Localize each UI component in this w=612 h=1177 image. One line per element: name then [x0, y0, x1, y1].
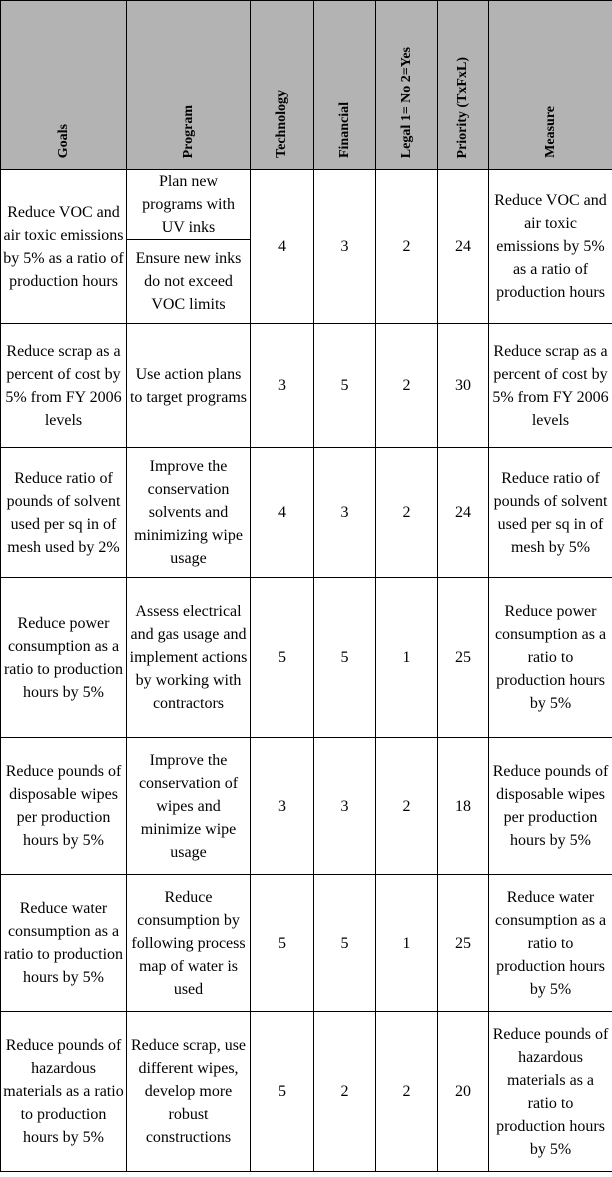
table-row — [1, 324, 612, 448]
financial-cell: 2 — [314, 1012, 376, 1172]
program-cell: Use action plans to target programs — [127, 324, 251, 448]
header-goals: Goals — [1, 1, 127, 170]
legal-cell: 2 — [376, 1012, 438, 1172]
technology-cell: 4 — [251, 170, 314, 324]
legal-cell: 2 — [376, 448, 438, 578]
measure-cell: Reduce water consumption as a ratio to production hours by 5% — [489, 875, 612, 1012]
measure-cell: Reduce pounds of hazardous materials as a ratio to production hours by 5% — [489, 1012, 612, 1172]
priority-cell: 25 — [438, 875, 489, 1012]
technology-cell: 3 — [251, 324, 314, 448]
goal-cell: Reduce ratio of pounds of solvent used per sq in of mesh used by 2% — [1, 448, 127, 578]
financial-cell: 3 — [314, 170, 376, 324]
header-financial: Financial — [314, 1, 376, 170]
priority-cell: 24 — [438, 448, 489, 578]
header-program: Program — [127, 1, 251, 170]
header-priority: Priority (TxFxL) — [438, 1, 489, 170]
goal-cell: Reduce water consumption as a ratio to production hours by 5% — [1, 875, 127, 1012]
table-row — [1, 578, 612, 738]
priority-cell: 20 — [438, 1012, 489, 1172]
table-row — [1, 170, 612, 240]
header-technology: Technology — [251, 1, 314, 170]
measure-cell: Reduce VOC and air toxic emissions by 5% as a ratio of production hours — [489, 170, 612, 324]
priority-cell: 30 — [438, 324, 489, 448]
table-row — [1, 448, 612, 578]
technology-cell: 5 — [251, 578, 314, 738]
measure-cell: Reduce power consumption as a ratio to production hours by 5% — [489, 578, 612, 738]
technology-cell: 5 — [251, 875, 314, 1012]
financial-cell: 5 — [314, 324, 376, 448]
legal-cell: 2 — [376, 738, 438, 875]
program-cell: Improve the conservation of wipes and minimize wipe usage — [127, 738, 251, 875]
goal-cell: Reduce pounds of hazardous materials as a ratio to production hours by 5% — [1, 1012, 127, 1172]
table-row — [1, 875, 612, 1012]
technology-cell: 4 — [251, 448, 314, 578]
financial-cell: 5 — [314, 875, 376, 1012]
header-legal: Legal 1= No 2=Yes — [376, 1, 438, 170]
header-measure: Measure — [489, 1, 612, 170]
table-row — [1, 738, 612, 875]
program-cell: Improve the conservation solvents and minimizing wipe usage — [127, 448, 251, 578]
technology-cell: 5 — [251, 1012, 314, 1172]
financial-cell: 3 — [314, 738, 376, 875]
table-row — [1, 1012, 612, 1172]
program-cell: Plan new programs with UV inks — [127, 170, 251, 240]
goal-cell: Reduce power consumption as a ratio to production hours by 5% — [1, 578, 127, 738]
priority-cell: 25 — [438, 578, 489, 738]
goal-cell: Reduce VOC and air toxic emissions by 5% as a ratio of production hours — [1, 170, 127, 324]
measure-cell: Reduce ratio of pounds of solvent used per sq in of mesh by 5% — [489, 448, 612, 578]
header-row — [1, 1, 612, 170]
legal-cell: 2 — [376, 170, 438, 324]
program-cell: Reduce scrap, use different wipes, develop more robust constructions — [127, 1012, 251, 1172]
measure-cell: Reduce scrap as a percent of cost by 5% from FY 2006 levels — [489, 324, 612, 448]
program-cell: Reduce consumption by following process map of water is used — [127, 875, 251, 1012]
measure-cell: Reduce pounds of disposable wipes per production hours by 5% — [489, 738, 612, 875]
legal-cell: 1 — [376, 578, 438, 738]
program-cell: Assess electrical and gas usage and implement actions by working with contractors — [127, 578, 251, 738]
legal-cell: 1 — [376, 875, 438, 1012]
program-cell: Ensure new inks do not exceed VOC limits — [127, 240, 251, 324]
priority-cell: 24 — [438, 170, 489, 324]
financial-cell: 5 — [314, 578, 376, 738]
financial-cell: 3 — [314, 448, 376, 578]
goal-cell: Reduce pounds of disposable wipes per production hours by 5% — [1, 738, 127, 875]
legal-cell: 2 — [376, 324, 438, 448]
technology-cell: 3 — [251, 738, 314, 875]
priority-cell: 18 — [438, 738, 489, 875]
goal-cell: Reduce scrap as a percent of cost by 5% from FY 2006 levels — [1, 324, 127, 448]
